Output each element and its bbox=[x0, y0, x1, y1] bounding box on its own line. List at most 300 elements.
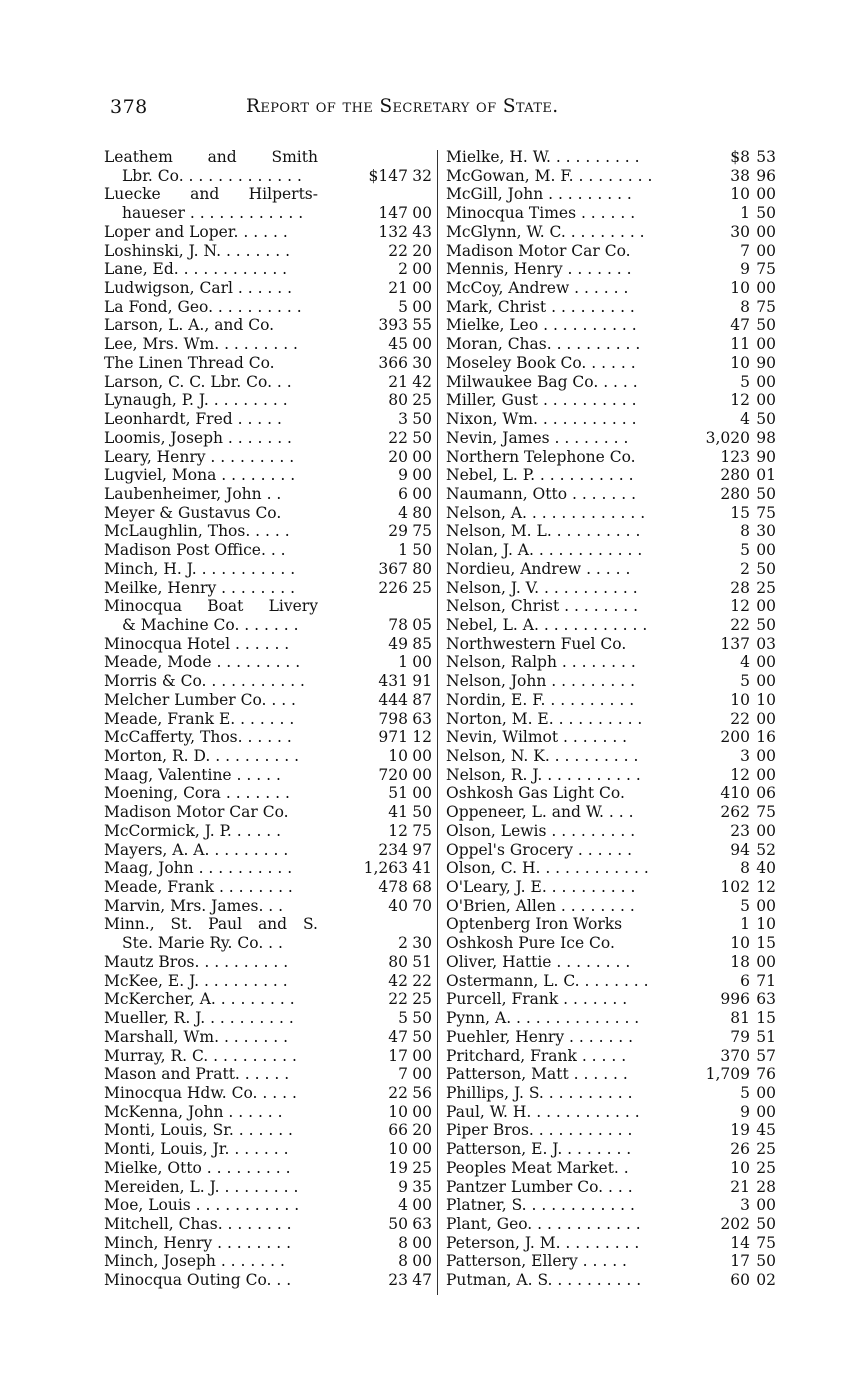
ledger-row bbox=[446, 691, 778, 710]
ledger-row bbox=[446, 878, 778, 897]
payee-name: Lynaugh, P. J. . . . . . . . . bbox=[104, 391, 288, 410]
amount-dollars: 22 bbox=[388, 1083, 408, 1102]
payee-name: Oppeneer, L. and W. . . . bbox=[446, 803, 634, 822]
amount-dollars: 366 bbox=[378, 353, 408, 372]
amount-cents: 00 bbox=[756, 765, 776, 784]
payee-name: Loomis, Joseph . . . . . . . bbox=[104, 428, 292, 447]
amount-dollars: 10 bbox=[388, 1102, 408, 1121]
amount-cents: 76 bbox=[756, 1065, 776, 1084]
amount-dollars: 81 bbox=[730, 1009, 750, 1028]
amount-cents: 00 bbox=[756, 279, 776, 298]
amount-dollars: 12 bbox=[388, 821, 408, 840]
amount-cents: 50 bbox=[412, 803, 432, 822]
payee-name: Olson, Lewis . . . . . . . . . bbox=[446, 821, 636, 840]
payee-name: Maag, John . . . . . . . . . . bbox=[104, 859, 293, 878]
payee-name-continued: Lbr. Co. . . . . . . . . . . . . bbox=[122, 166, 302, 185]
ledger-row bbox=[446, 803, 778, 822]
amount-cents: 50 bbox=[412, 410, 432, 429]
ledger-row bbox=[104, 485, 432, 504]
payee-name: Luecke and Hilperts- bbox=[104, 185, 318, 204]
amount-dollars: 1 bbox=[398, 541, 408, 560]
amount-dollars: 393 bbox=[378, 316, 408, 335]
ledger-row bbox=[446, 185, 778, 204]
amount-dollars: 10 bbox=[730, 185, 750, 204]
ledger-row bbox=[104, 373, 432, 392]
ledger-row bbox=[446, 391, 778, 410]
ledger-row bbox=[446, 429, 778, 448]
ledger-row bbox=[104, 354, 432, 373]
payee-name: Patterson, Ellery . . . . . bbox=[446, 1252, 627, 1271]
ledger-row bbox=[104, 1028, 432, 1047]
amount-dollars: 1,709 bbox=[705, 1065, 750, 1084]
amount-cents: 00 bbox=[412, 466, 432, 485]
amount-dollars: 60 bbox=[730, 1271, 750, 1290]
amount-dollars: 22 bbox=[730, 709, 750, 728]
ledger-row bbox=[104, 1196, 432, 1215]
payee-name: Nixon, Wm. . . . . . . . . . . bbox=[446, 410, 637, 429]
payee-name: McGill, John . . . . . . . . . bbox=[446, 185, 632, 204]
amount-dollars: 12 bbox=[730, 597, 750, 616]
amount-dollars: 50 bbox=[388, 1214, 408, 1233]
payee-name: Northwestern Fuel Co. bbox=[446, 634, 627, 653]
payee-name: Monti, Louis, Sr. . . . . . . bbox=[104, 1121, 293, 1140]
payee-name: Minn., St. Paul and S. bbox=[104, 915, 318, 934]
amount-dollars: 234 bbox=[378, 840, 408, 859]
amount-dollars: 10 bbox=[730, 1158, 750, 1177]
payee-name-continued: haueser . . . . . . . . . . . . bbox=[122, 204, 304, 223]
ledger-row bbox=[104, 1252, 432, 1271]
page-number: 378 bbox=[110, 96, 148, 118]
amount-cents: 30 bbox=[412, 353, 432, 372]
ledger-row bbox=[104, 1084, 432, 1103]
ledger-row bbox=[104, 522, 432, 541]
payee-name: Mason and Pratt. . . . . . bbox=[104, 1065, 290, 1084]
amount-cents: 00 bbox=[756, 1083, 776, 1102]
ledger-row bbox=[104, 410, 432, 429]
amount-dollars: 226 bbox=[378, 578, 408, 597]
amount-cents: 00 bbox=[756, 541, 776, 560]
amount-dollars: 94 bbox=[730, 840, 750, 859]
amount-cents: 70 bbox=[412, 896, 432, 915]
ledger-row bbox=[446, 167, 778, 186]
ledger-row bbox=[446, 354, 778, 373]
amount-dollars: 23 bbox=[388, 1271, 408, 1290]
amount-dollars: 102 bbox=[720, 878, 750, 897]
ledger-row bbox=[104, 972, 432, 991]
payee-name: Miller, Gust . . . . . . . . . . bbox=[446, 391, 637, 410]
payee-name: Nebel, L. P. . . . . . . . . . . bbox=[446, 466, 634, 485]
ledger-row bbox=[446, 1178, 778, 1197]
amount-cents: 63 bbox=[412, 709, 432, 728]
ledger-row bbox=[446, 1103, 778, 1122]
payee-name: Olson, C. H. . . . . . . . . . . . bbox=[446, 859, 649, 878]
amount-dollars: 1 bbox=[740, 915, 750, 934]
amount-cents: 00 bbox=[756, 335, 776, 354]
amount-cents: 63 bbox=[756, 990, 776, 1009]
amount-cents: 35 bbox=[412, 1177, 432, 1196]
amount-cents: 28 bbox=[756, 1177, 776, 1196]
amount-cents: 00 bbox=[756, 391, 776, 410]
payee-name: Minocqua Boat Livery bbox=[104, 597, 318, 616]
payee-name: Meyer & Gustavus Co. bbox=[104, 503, 282, 522]
ledger-row bbox=[104, 803, 432, 822]
amount-cents: 80 bbox=[412, 559, 432, 578]
ledger-row bbox=[104, 934, 432, 953]
ledger-row bbox=[104, 1234, 432, 1253]
amount-dollars: 26 bbox=[730, 1140, 750, 1159]
payee-name: Madison Motor Car Co. bbox=[104, 803, 289, 822]
amount-dollars: 431 bbox=[378, 672, 408, 691]
payee-name: Marvin, Mrs. James. . . bbox=[104, 896, 284, 915]
amount-dollars: 262 bbox=[720, 803, 750, 822]
amount-cents: 57 bbox=[756, 1046, 776, 1065]
ledger-row bbox=[104, 953, 432, 972]
amount-dollars: 5 bbox=[740, 541, 750, 560]
payee-name: Platner, S. . . . . . . . . . . . bbox=[446, 1196, 635, 1215]
ledger-row bbox=[104, 560, 432, 579]
payee-name: Laubenheimer, John . . bbox=[104, 484, 282, 503]
amount-dollars: 21 bbox=[388, 279, 408, 298]
amount-dollars: 478 bbox=[378, 878, 408, 897]
amount-cents: 75 bbox=[756, 803, 776, 822]
amount-dollars: 47 bbox=[730, 316, 750, 335]
payee-name: Purcell, Frank . . . . . . . bbox=[446, 990, 628, 1009]
payee-name: Nevin, Wilmot . . . . . . . bbox=[446, 728, 628, 747]
payee-name: Leathem and Smith bbox=[104, 148, 318, 166]
payee-name: Madison Post Office. . . bbox=[104, 541, 286, 560]
ledger-row bbox=[104, 504, 432, 523]
amount-cents: 50 bbox=[412, 1027, 432, 1046]
amount-dollars: 42 bbox=[388, 971, 408, 990]
amount-dollars: 20 bbox=[388, 447, 408, 466]
payee-name: Mielke, Leo . . . . . . . . . . bbox=[446, 316, 637, 335]
ledger-row bbox=[446, 784, 778, 803]
amount-cents: 00 bbox=[412, 653, 432, 672]
amount-cents: 75 bbox=[756, 1233, 776, 1252]
amount-dollars: 17 bbox=[388, 1046, 408, 1065]
amount-dollars: $8 bbox=[730, 148, 750, 166]
payee-name: Mennis, Henry . . . . . . . bbox=[446, 260, 632, 279]
amount-cents: 75 bbox=[412, 821, 432, 840]
amount-cents: 47 bbox=[412, 1271, 432, 1290]
ledger-row bbox=[446, 822, 778, 841]
payee-name: Moran, Chas. . . . . . . . . . bbox=[446, 335, 641, 354]
payee-name: Larson, C. C. Lbr. Co. . . bbox=[104, 372, 292, 391]
payee-name: Minocqua Outing Co. . . bbox=[104, 1271, 292, 1290]
ledger-row bbox=[446, 653, 778, 672]
ledger-row bbox=[446, 635, 778, 654]
amount-dollars: 10 bbox=[730, 353, 750, 372]
ledger-row bbox=[446, 1028, 778, 1047]
amount-cents: 00 bbox=[412, 747, 432, 765]
amount-dollars: 66 bbox=[388, 1121, 408, 1140]
ledger-row bbox=[104, 635, 432, 654]
amount-dollars: 80 bbox=[388, 391, 408, 410]
ledger-row bbox=[446, 859, 778, 878]
ledger-row bbox=[104, 242, 432, 261]
ledger-row bbox=[446, 1140, 778, 1159]
ledger-row bbox=[104, 1140, 432, 1159]
payee-name: Nelson, J. V. . . . . . . . . . . bbox=[446, 578, 638, 597]
ledger-row bbox=[446, 841, 778, 860]
amount-cents: 05 bbox=[412, 615, 432, 634]
amount-dollars: 147 bbox=[378, 204, 408, 223]
amount-cents: 63 bbox=[412, 1214, 432, 1233]
amount-dollars: 47 bbox=[388, 1027, 408, 1046]
amount-dollars: 1 bbox=[398, 653, 408, 672]
amount-cents: 50 bbox=[756, 204, 776, 223]
amount-dollars: 3,020 bbox=[705, 428, 750, 447]
amount-dollars: 280 bbox=[720, 466, 750, 485]
ledger-row bbox=[104, 1178, 432, 1197]
payee-name: Nelson, John . . . . . . . . . bbox=[446, 672, 636, 691]
amount-cents: 22 bbox=[412, 971, 432, 990]
amount-dollars: 10 bbox=[730, 934, 750, 953]
amount-cents: 10 bbox=[756, 915, 776, 934]
amount-cents: 42 bbox=[412, 372, 432, 391]
amount-cents: 00 bbox=[756, 672, 776, 691]
ledger-row bbox=[446, 1009, 778, 1028]
amount-dollars: 3 bbox=[398, 410, 408, 429]
amount-dollars: 49 bbox=[388, 634, 408, 653]
payee-name: Peoples Meat Market. . bbox=[446, 1158, 629, 1177]
amount-dollars: 22 bbox=[388, 990, 408, 1009]
amount-dollars: 19 bbox=[730, 1121, 750, 1140]
amount-dollars: 5 bbox=[398, 1009, 408, 1028]
payee-name: McGowan, M. F. . . . . . . . . bbox=[446, 166, 653, 185]
amount-cents: 25 bbox=[412, 990, 432, 1009]
ledger-row bbox=[446, 1047, 778, 1066]
amount-cents: 15 bbox=[756, 1009, 776, 1028]
amount-cents: 00 bbox=[756, 747, 776, 765]
amount-cents: 00 bbox=[412, 1233, 432, 1252]
amount-cents: 90 bbox=[756, 353, 776, 372]
amount-dollars: 21 bbox=[730, 1177, 750, 1196]
payee-name: Melcher Lumber Co. . . . bbox=[104, 690, 296, 709]
ledger-row bbox=[104, 766, 432, 785]
amount-cents: 25 bbox=[756, 1158, 776, 1177]
payee-name: Ostermann, L. C. . . . . . . . bbox=[446, 971, 649, 990]
ledger-row bbox=[104, 391, 432, 410]
amount-dollars: 38 bbox=[730, 166, 750, 185]
payee-name: Milwaukee Bag Co. . . . . bbox=[446, 372, 638, 391]
amount-cents: 75 bbox=[412, 522, 432, 541]
ledger-row bbox=[446, 953, 778, 972]
payee-name: Meade, Mode . . . . . . . . . bbox=[104, 653, 301, 672]
amount-dollars: 370 bbox=[720, 1046, 750, 1065]
amount-cents: 00 bbox=[756, 222, 776, 241]
column-divider bbox=[437, 150, 438, 1295]
payee-name: Nelson, A. . . . . . . . . . . . . bbox=[446, 503, 646, 522]
amount-cents: 00 bbox=[412, 1102, 432, 1121]
amount-cents: 50 bbox=[756, 1252, 776, 1271]
amount-cents: 90 bbox=[756, 447, 776, 466]
amount-cents: 00 bbox=[412, 1065, 432, 1084]
amount-cents: 01 bbox=[756, 466, 776, 485]
amount-dollars: 5 bbox=[740, 372, 750, 391]
amount-dollars: 15 bbox=[730, 503, 750, 522]
payee-name: O'Leary, J. E. . . . . . . . . . bbox=[446, 878, 636, 897]
payee-name: Paul, W. H. . . . . . . . . . . . bbox=[446, 1102, 640, 1121]
payee-name: Moseley Book Co. . . . . . bbox=[446, 353, 636, 372]
amount-cents: 71 bbox=[756, 971, 776, 990]
amount-dollars: 18 bbox=[730, 952, 750, 971]
amount-dollars: 200 bbox=[720, 728, 750, 747]
ledger-row bbox=[104, 466, 432, 485]
payee-name: Maag, Valentine . . . . . bbox=[104, 765, 281, 784]
payee-name: Oliver, Hattie . . . . . . . . bbox=[446, 952, 631, 971]
payee-name: Putman, A. S. . . . . . . . . . bbox=[446, 1271, 642, 1290]
payee-name: Oshkosh Pure Ice Co. bbox=[446, 934, 615, 953]
ledger-row bbox=[104, 167, 432, 186]
payee-name: Minch, Henry . . . . . . . . bbox=[104, 1233, 291, 1252]
payee-name: McKee, E. J. . . . . . . . . . bbox=[104, 971, 288, 990]
amount-cents: 53 bbox=[756, 148, 776, 166]
payee-name: Nelson, Christ . . . . . . . . bbox=[446, 597, 639, 616]
ledger-row bbox=[446, 485, 778, 504]
amount-dollars: 19 bbox=[388, 1158, 408, 1177]
amount-dollars: 22 bbox=[388, 428, 408, 447]
ledger-row bbox=[104, 672, 432, 691]
amount-cents: 50 bbox=[412, 428, 432, 447]
ledger-row bbox=[446, 597, 778, 616]
amount-dollars: 137 bbox=[720, 634, 750, 653]
amount-cents: 98 bbox=[756, 428, 776, 447]
ledger-row bbox=[104, 691, 432, 710]
payee-name: Nelson, Ralph . . . . . . . . bbox=[446, 653, 636, 672]
payee-name: Naumann, Otto . . . . . . . bbox=[446, 484, 637, 503]
ledger-row bbox=[104, 1121, 432, 1140]
running-title: Report of the Secretary of State. bbox=[246, 96, 559, 117]
amount-cents: 00 bbox=[756, 653, 776, 672]
amount-cents: 45 bbox=[756, 1121, 776, 1140]
payee-name: Mark, Christ . . . . . . . . . bbox=[446, 297, 635, 316]
payee-name: Minch, H. J. . . . . . . . . . . bbox=[104, 559, 296, 578]
amount-dollars: 23 bbox=[730, 821, 750, 840]
payee-name: McCormick, J. P. . . . . . bbox=[104, 821, 282, 840]
amount-dollars: 4 bbox=[740, 410, 750, 429]
ledger-row bbox=[104, 1271, 432, 1290]
ledger-row bbox=[446, 466, 778, 485]
payee-name: Mueller, R. J. . . . . . . . . . bbox=[104, 1009, 294, 1028]
amount-dollars: 7 bbox=[740, 241, 750, 260]
amount-dollars: 10 bbox=[388, 1140, 408, 1159]
payee-name: Mereiden, L. J. . . . . . . . . bbox=[104, 1177, 299, 1196]
ledger-row bbox=[104, 448, 432, 467]
ledger-row bbox=[446, 766, 778, 785]
amount-cents: 00 bbox=[756, 821, 776, 840]
amount-cents: 00 bbox=[756, 372, 776, 391]
amount-dollars: 202 bbox=[720, 1214, 750, 1233]
payee-name: Piper Bros. . . . . . . . . . . bbox=[446, 1121, 633, 1140]
amount-dollars: 45 bbox=[388, 335, 408, 354]
ledger-row bbox=[446, 579, 778, 598]
ledger-row bbox=[104, 298, 432, 317]
ledger-row bbox=[446, 242, 778, 261]
payee-name: Marshall, Wm. . . . . . . . bbox=[104, 1027, 289, 1046]
amount-dollars: 4 bbox=[398, 1196, 408, 1215]
ledger-row bbox=[104, 148, 432, 167]
amount-dollars: 10 bbox=[730, 279, 750, 298]
ledger-row bbox=[104, 747, 432, 766]
amount-dollars: 2 bbox=[398, 934, 408, 953]
amount-cents: 55 bbox=[412, 316, 432, 335]
amount-cents: 51 bbox=[756, 1027, 776, 1046]
amount-dollars: 17 bbox=[730, 1252, 750, 1271]
ledger-row bbox=[104, 597, 432, 616]
amount-cents: 52 bbox=[756, 840, 776, 859]
payee-name: Moe, Louis . . . . . . . . . . . bbox=[104, 1196, 300, 1215]
payee-name: Pynn, A. . . . . . . . . . . . . . bbox=[446, 1009, 640, 1028]
payee-name: Minocqua Times . . . . . . bbox=[446, 204, 636, 223]
payee-name: McKenna, John . . . . . . bbox=[104, 1102, 283, 1121]
amount-cents: 25 bbox=[412, 1158, 432, 1177]
ledger-row bbox=[446, 616, 778, 635]
ledger-row bbox=[104, 822, 432, 841]
payee-name: Madison Motor Car Co. bbox=[446, 241, 631, 260]
payee-name: Ludwigson, Carl . . . . . . bbox=[104, 279, 293, 298]
amount-dollars: 10 bbox=[730, 690, 750, 709]
amount-cents: 80 bbox=[412, 503, 432, 522]
ledger-row bbox=[104, 1103, 432, 1122]
ledger-row bbox=[446, 1271, 778, 1290]
amount-dollars: 22 bbox=[388, 241, 408, 260]
payee-name: Minocqua Hdw. Co. . . . . bbox=[104, 1083, 297, 1102]
page-header bbox=[110, 96, 670, 122]
amount-dollars: 21 bbox=[388, 372, 408, 391]
amount-cents: 00 bbox=[412, 1140, 432, 1159]
payee-name: McCafferty, Thos. . . . . . bbox=[104, 728, 292, 747]
payee-name: Lane, Ed. . . . . . . . . . . . bbox=[104, 260, 288, 279]
amount-dollars: 2 bbox=[740, 559, 750, 578]
payee-name: Nordin, E. F. . . . . . . . . . bbox=[446, 690, 635, 709]
amount-dollars: 8 bbox=[740, 859, 750, 878]
payee-name: Morris & Co. . . . . . . . . . . bbox=[104, 672, 305, 691]
payee-name: Moening, Cora . . . . . . . bbox=[104, 784, 290, 803]
ledger-row bbox=[446, 279, 778, 298]
ledger-row bbox=[446, 1084, 778, 1103]
ledger-row bbox=[104, 316, 432, 335]
payee-name: Nolan, J. A. . . . . . . . . . . . bbox=[446, 541, 643, 560]
amount-dollars: 22 bbox=[730, 615, 750, 634]
right-column bbox=[446, 148, 778, 1290]
payee-name: Larson, L. A., and Co. bbox=[104, 316, 275, 335]
payee-name: Mitchell, Chas. . . . . . . . bbox=[104, 1214, 292, 1233]
amount-cents: 00 bbox=[412, 447, 432, 466]
amount-dollars: 30 bbox=[730, 222, 750, 241]
payee-name: Morton, R. D. . . . . . . . . . bbox=[104, 747, 300, 765]
amount-cents: 41 bbox=[412, 859, 432, 878]
amount-dollars: 41 bbox=[388, 803, 408, 822]
ledger-row bbox=[446, 1159, 778, 1178]
amount-cents: 50 bbox=[756, 484, 776, 503]
ledger-row bbox=[104, 1065, 432, 1084]
amount-cents: 00 bbox=[412, 1252, 432, 1271]
amount-dollars: 40 bbox=[388, 896, 408, 915]
payee-name: Pritchard, Frank . . . . . bbox=[446, 1046, 627, 1065]
amount-cents: 25 bbox=[756, 1140, 776, 1159]
payee-name: Leonhardt, Fred . . . . . bbox=[104, 410, 282, 429]
ledger-row bbox=[446, 335, 778, 354]
amount-cents: 32 bbox=[412, 166, 432, 185]
payee-name: Phillips, J. S. . . . . . . . . . bbox=[446, 1083, 633, 1102]
ledger-row bbox=[446, 710, 778, 729]
ledger-row bbox=[104, 579, 432, 598]
amount-dollars: 14 bbox=[730, 1233, 750, 1252]
amount-cents: 00 bbox=[756, 241, 776, 260]
amount-dollars: 80 bbox=[388, 952, 408, 971]
ledger-row bbox=[104, 223, 432, 242]
